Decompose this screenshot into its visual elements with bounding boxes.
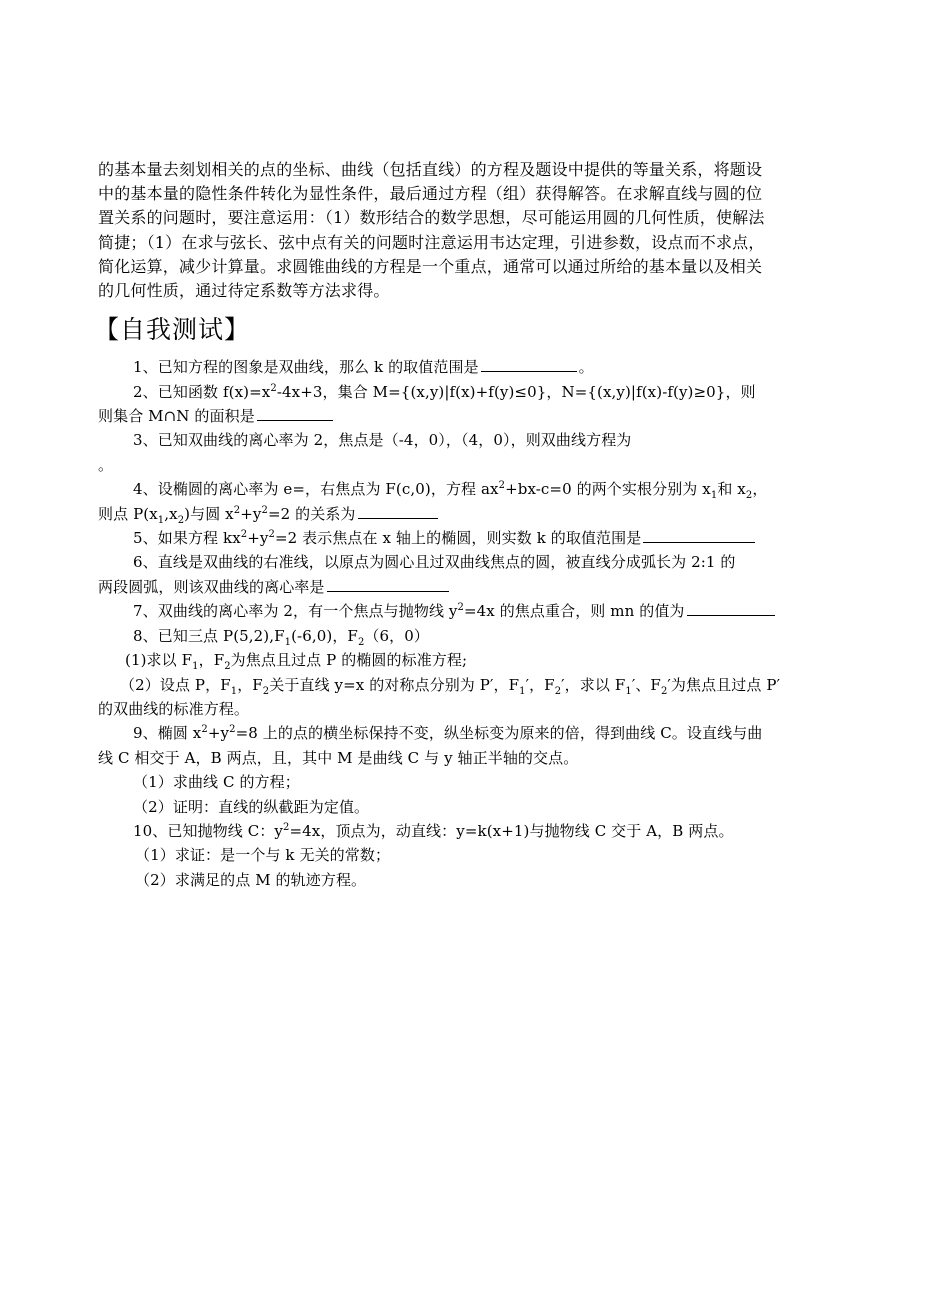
question-9: 9、椭圆 $x^2+y^2=8$ 上的点的横坐标保持不变，纵坐标变为原来的倍，得到曲线 C。设直线与曲 xyxy=(133,724,763,743)
question-4-cont: 则点 $P(x_1,x_2)$与圆 $x^2+y^2=2$ 的关系为 xyxy=(98,502,858,526)
question-6-cont: 两段圆弧，则该双曲线的离心率是 xyxy=(98,575,858,599)
question-10: 10、已知抛物线 C：$y^2=4x$，顶点为，动直线：y=k(x+1)与抛物线 C 交于 A，B 两点。 xyxy=(133,821,734,840)
document-page xyxy=(94,158,858,892)
question-2: 2、已知函数 $f(x)=x^2-4x+3$，集合 M={(x,y)|f(x)+f(y)≤0}，N={(x,y)|f(x)-f(y)≥0}，则 xyxy=(133,382,756,401)
intro-line: 中的基本量的隐性条件转化为显性条件，最后通过方程（组）获得解答。在求解直线与圆的位 xyxy=(98,184,763,204)
question-8-part-1: (1)求以 $F_1$，$F_2$为焦点且过点 P 的椭圆的标准方程; xyxy=(125,651,468,673)
question-9-part-1: （1）求曲线 C 的方程； xyxy=(133,773,300,792)
question-6: 6、直线是双曲线的右准线，以原点为圆心且过双曲线焦点的圆，被直线分成弧长为 2:1 的 xyxy=(133,553,736,572)
question-3-cont: 。 xyxy=(98,455,114,474)
intro-paragraph xyxy=(98,158,858,303)
question-4: 4、设椭圆的离心率为 e=，右焦点为 F(c,0)，方程 $ax^2+bx-c=0$ 的两个实根分别为 $x_1$和 $x_2$， xyxy=(133,480,768,502)
question-8: 8、已知三点 $P(5,2),F_1(-6,0)$，$F_2(6$，0） xyxy=(133,626,430,648)
intro-line: 的基本量去刻划相关的点的坐标、曲线（包括直线）的方程及题设中提供的等量关系，将题设 xyxy=(98,160,763,179)
question-3: 3、已知双曲线的离心率为 2，焦点是（-4，0），（4，0），则双曲线方程为 xyxy=(133,431,632,450)
answer-blank[interactable] xyxy=(643,526,755,543)
intro-line: 的几何性质，通过待定系数等方法求得。 xyxy=(98,281,390,301)
question-10-part-1: （1）求证：是一个与 k 无关的常数； xyxy=(135,846,391,865)
answer-blank[interactable] xyxy=(257,404,333,421)
section-title: 【自我测试】 xyxy=(94,315,251,345)
question-list xyxy=(98,355,858,892)
answer-blank[interactable] xyxy=(358,502,438,519)
question-1: 1、已知方程的图象是双曲线，那么 k 的取值范围是 。 xyxy=(98,355,858,379)
answer-blank[interactable] xyxy=(687,599,775,616)
answer-blank[interactable] xyxy=(481,355,577,372)
question-2-cont: 则集合 M∩N 的面积是 xyxy=(98,404,858,428)
question-5: 5、如果方程 $kx^2+y^2=2$ 表示焦点在 x 轴上的椭圆，则实数 k 的取值范围是 xyxy=(98,526,858,550)
intro-line: 置关系的问题时，要注意运用：（1）数形结合的数学思想，尽可能运用圆的几何性质，使解法 xyxy=(98,208,765,228)
intro-line: 简化运算，减少计算量。求圆锥曲线的方程是一个重点，通常可以通过所给的基本量以及相关 xyxy=(98,256,763,276)
answer-blank[interactable] xyxy=(327,575,449,592)
question-10-part-2: （2）求满足的点 M 的轨迹方程。 xyxy=(135,870,367,889)
intro-line: 简捷；（1）在求与弦长、弦中点有关的问题时注意运用韦达定理，引进参数，设点而不求点， xyxy=(98,232,765,252)
question-8-part-2-cont: 的双曲线的标准方程。 xyxy=(98,699,250,718)
question-9-part-2: （2）证明：直线的纵截距为定值。 xyxy=(133,797,370,816)
question-8-part-2: （2）设点 P，$F_1$，$F_2$关于直线 y=x 的对称点分别为 P′，$F_1'$，$F_2'$，求以 $F_1'$、$F_2'$为焦点且过点 P′ xyxy=(120,675,781,697)
question-9-cont: 线 C 相交于 A，B 两点，且，其中 M 是曲线 C 与 y 轴正半轴的交点。 xyxy=(98,748,579,767)
question-7: 7、双曲线的离心率为 2，有一个焦点与抛物线 $y^2=4x$ 的焦点重合，则 mn 的值为 xyxy=(98,599,858,623)
